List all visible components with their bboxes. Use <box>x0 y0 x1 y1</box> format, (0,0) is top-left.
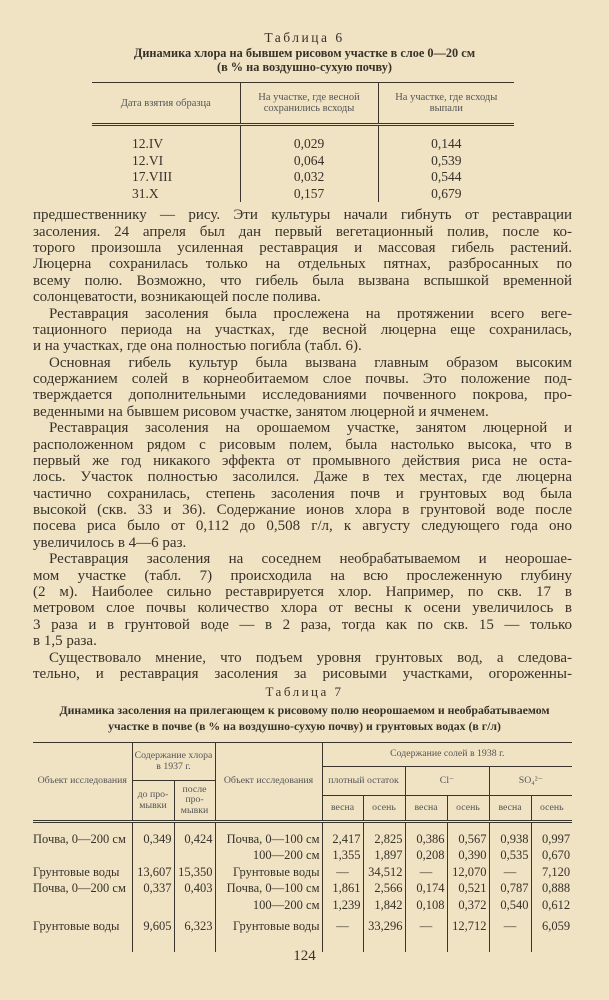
cell-dense-spring: 1,861 <box>322 880 363 896</box>
cell-date: 12.IV <box>132 136 164 151</box>
cell-object-2: Грунтовые воды <box>215 913 322 952</box>
cell-object-2: 100—200 см <box>215 847 322 863</box>
cell-so4-spring: 0,535 <box>489 847 531 863</box>
table-6-number: Таблица 6 <box>264 30 345 45</box>
cell-so4-spring: — <box>489 864 531 880</box>
table-7-caption-line-1: Динамика засоления на прилегающем к рисовому полю неорошаемом и необрабатываемом <box>59 703 550 717</box>
cell-so4-autumn: 0,670 <box>531 847 572 863</box>
cell-object <box>33 897 132 913</box>
text-line: частично сохранилась, степень засоления почв и грунтовых вод была <box>33 486 572 502</box>
cell-dense-autumn: 33,296 <box>363 913 405 952</box>
text-line: солонцеватости, возникающей после полива. <box>33 289 321 305</box>
table-7-header-salts-1938: Содержание солей в 1938 г. <box>322 743 572 767</box>
table-7-header-cl-autumn: осень <box>447 796 489 822</box>
table-6-header-died: На участке, где всходы выпали <box>378 83 514 125</box>
cell-so4-autumn: 0,888 <box>531 880 572 896</box>
table-row <box>33 913 572 952</box>
cell-cl-autumn: 12,070 <box>447 864 489 880</box>
cell-object: Почва, 0—200 см <box>33 881 126 896</box>
table-7 <box>33 742 572 952</box>
cell-object-2: Почва, 0—100 см <box>215 822 322 848</box>
cell-so4-autumn: 6,059 <box>531 913 572 952</box>
cell-so4-autumn: 7,120 <box>531 864 572 880</box>
cell-dense-spring: 1,239 <box>322 897 363 913</box>
cell-cl-spring: 0,386 <box>405 822 447 848</box>
cell-dense-spring: — <box>322 864 363 880</box>
cell-cl-spring: — <box>405 864 447 880</box>
table-row <box>92 153 514 170</box>
table-7-header-dense-spring: весна <box>322 796 363 822</box>
text-line: Реставрация засоления на орошаемом участке, занятом люцерной и <box>49 420 572 436</box>
table-7-header-so4: SO₄²⁻ <box>489 767 572 796</box>
cell-dense-spring: 1,355 <box>322 847 363 863</box>
table-7-header-after-washing: после про-мывки <box>174 781 215 822</box>
table-6 <box>92 82 514 202</box>
table-7-header-chlorine-1937: Содержание хлора в 1937 г. <box>132 743 215 781</box>
cell-chlorine-after: 0,424 <box>174 822 215 848</box>
text-line: тельно, и реставрация засоления за рисовыми участками, огороженны- <box>33 666 572 682</box>
text-line: предшественнику — рису. Эти культуры начали гибнуть от реставрации <box>33 207 572 223</box>
text-line: расположенном рядом с рисовым полем, была настолько высока, что в <box>33 437 572 453</box>
table-7-header-object-2: Объект исследования <box>215 743 322 822</box>
cell-so4-spring: 0,540 <box>489 897 531 913</box>
cell-dense-spring: 2,417 <box>322 822 363 848</box>
cell-object-2: Грунтовые воды <box>215 864 322 880</box>
cell-survived: 0,064 <box>240 153 378 170</box>
cell-chlorine-before: 13,607 <box>132 864 174 880</box>
text-line: в 1,5 раза. <box>33 633 97 649</box>
text-line: всему полю. Возможно, что гибель была вызвана вспышкой временной <box>33 273 572 289</box>
table-7-header-before-washing: до про-мывки <box>132 781 174 822</box>
cell-date: 12.VI <box>132 152 164 168</box>
cell-dense-autumn: 2,566 <box>363 880 405 896</box>
table-7-header-so4-spring: весна <box>489 796 531 822</box>
cell-chlorine-before: 0,337 <box>132 880 174 896</box>
table-7-header-cl: Cl⁻ <box>405 767 489 796</box>
table-7-header-cl-spring: весна <box>405 796 447 822</box>
cell-dense-autumn: 34,512 <box>363 864 405 880</box>
text-line: Реставрация засоления на соседнем необрабатываемом и неорошае- <box>49 551 572 567</box>
table-7-header-object: Объект исследования <box>33 743 132 822</box>
table-row <box>33 847 572 863</box>
text-line: высокой (скв. 33 и 36). Содержание ионов хлора в грунтовой воде после <box>33 502 572 518</box>
cell-cl-autumn: 0,567 <box>447 822 489 848</box>
cell-died: 0,679 <box>378 186 514 203</box>
text-line: (2 м). Наиболее сильно реставрируется хлор. Например, по скв. 17 в <box>33 584 572 600</box>
cell-cl-spring: 0,208 <box>405 847 447 863</box>
table-row <box>33 822 572 848</box>
table-row <box>92 125 514 153</box>
cell-survived: 0,157 <box>240 186 378 203</box>
text-line: тверждается дополнительными исследованиями почвенного покрова, про- <box>33 387 572 403</box>
table-row <box>33 864 572 880</box>
table-6-caption-line-2: (в % на воздушно-сухую почву) <box>216 60 393 74</box>
cell-chlorine-after: 6,323 <box>174 913 215 952</box>
table-row <box>92 169 514 186</box>
table-6-caption-line-1: Динамика хлора на бывшем рисовом участке в слое 0—20 см <box>133 46 476 60</box>
cell-chlorine-before <box>132 847 174 863</box>
cell-object: Почва, 0—200 см <box>33 832 126 846</box>
cell-chlorine-before: 0,349 <box>132 822 174 848</box>
text-line: содержанием солей в корнеобитаемом слое почвы. Это положение под- <box>33 371 572 387</box>
cell-cl-autumn: 12,712 <box>447 913 489 952</box>
cell-chlorine-after: 0,403 <box>174 880 215 896</box>
cell-survived: 0,032 <box>240 169 378 186</box>
table-row <box>33 880 572 896</box>
cell-so4-spring: 0,938 <box>489 822 531 848</box>
cell-cl-autumn: 0,390 <box>447 847 489 863</box>
table-7-caption-line-2: участке в почве (в % на воздушно-сухую почву) и грунтовых водах (в г/л) <box>108 719 501 733</box>
cell-survived: 0,029 <box>240 125 378 153</box>
text-line: увеличилось в 4—6 раз. <box>33 535 187 551</box>
text-line: первый же год никакого эффекта от промывного действия риса не оста- <box>33 453 572 469</box>
text-line: Люцерна сохранилась только на отдельных пятнах, разбросанных по <box>33 256 572 272</box>
cell-object <box>33 847 132 863</box>
cell-so4-autumn: 0,997 <box>531 822 572 848</box>
cell-dense-autumn: 1,897 <box>363 847 405 863</box>
table-7-number: Таблица 7 <box>265 684 344 699</box>
table-7-header-dense-autumn: осень <box>363 796 405 822</box>
table-7-header-so4-autumn: осень <box>531 796 572 822</box>
table-6-header-survived: На участке, где весной сохранились всходы <box>240 83 378 125</box>
cell-cl-spring: 0,108 <box>405 897 447 913</box>
cell-chlorine-before: 9,605 <box>132 913 174 952</box>
text-line: мом участке (табл. 7) происходила на всю прослеженную глубину <box>33 568 572 584</box>
cell-cl-autumn: 0,372 <box>447 897 489 913</box>
text-line: тационного периода на участках, где весной люцерна еще сохранилась, <box>33 322 572 338</box>
cell-so4-spring: 0,787 <box>489 880 531 896</box>
cell-object-2: Почва, 0—100 см <box>215 880 322 896</box>
text-line: Реставрация засоления была прослежена на протяжении всего веге- <box>49 306 572 322</box>
cell-dense-spring: — <box>322 913 363 952</box>
cell-dense-autumn: 1,842 <box>363 897 405 913</box>
text-line: и на участках, где она полностью погибла (табл. 6). <box>33 338 362 354</box>
cell-so4-spring: — <box>489 913 531 952</box>
cell-date: 17.VIII <box>132 169 173 184</box>
cell-died: 0,544 <box>378 169 514 186</box>
cell-chlorine-after <box>174 847 215 863</box>
cell-chlorine-after: 15,350 <box>174 864 215 880</box>
cell-object-2: 100—200 см <box>215 897 322 913</box>
cell-died: 0,539 <box>378 153 514 170</box>
table-row <box>92 186 514 203</box>
cell-dense-autumn: 2,825 <box>363 822 405 848</box>
table-6-header-date: Дата взятия образца <box>92 83 240 125</box>
cell-object: Грунтовые воды <box>33 919 120 934</box>
cell-cl-spring: 0,174 <box>405 880 447 896</box>
page-number: 124 <box>293 948 316 964</box>
text-line: метровом слое почвы количество хлора от весны к осени увеличилось в <box>33 600 572 616</box>
text-line: лось. Участок полностью засолился. Даже в тех местах, где люцерна <box>33 469 572 485</box>
table-7-header-dense-residue: плотный остаток <box>322 767 405 796</box>
text-line: засоления. 24 апреля был дан первый вегетационный полив, после ко- <box>33 224 572 240</box>
cell-date: 31.X <box>132 185 159 201</box>
text-line: Основная гибель культур была вызвана главным образом высоким <box>49 355 572 371</box>
cell-so4-autumn: 0,612 <box>531 897 572 913</box>
cell-died: 0,144 <box>378 125 514 153</box>
cell-chlorine-before <box>132 897 174 913</box>
cell-cl-spring: — <box>405 913 447 952</box>
text-line: Существовало мнение, что подъем уровня грунтовых вод, а следова- <box>49 650 572 666</box>
cell-object: Грунтовые воды <box>33 864 120 879</box>
text-line: посева риса было от 0,112 до 0,508 г/л, к августу следующего года оно <box>33 518 572 534</box>
text-line: торого произошла усиленная реставрация и массовая гибель растений. <box>33 240 572 256</box>
cell-cl-autumn: 0,521 <box>447 880 489 896</box>
text-line: 3 раза и в грунтовой воде — в 2 раза, тогда как по скв. 15 — только <box>33 617 572 633</box>
text-line: веденными на бывшем рисовом участке, занятом люцерной и ячменем. <box>33 404 489 420</box>
table-row <box>33 897 572 913</box>
cell-chlorine-after <box>174 897 215 913</box>
